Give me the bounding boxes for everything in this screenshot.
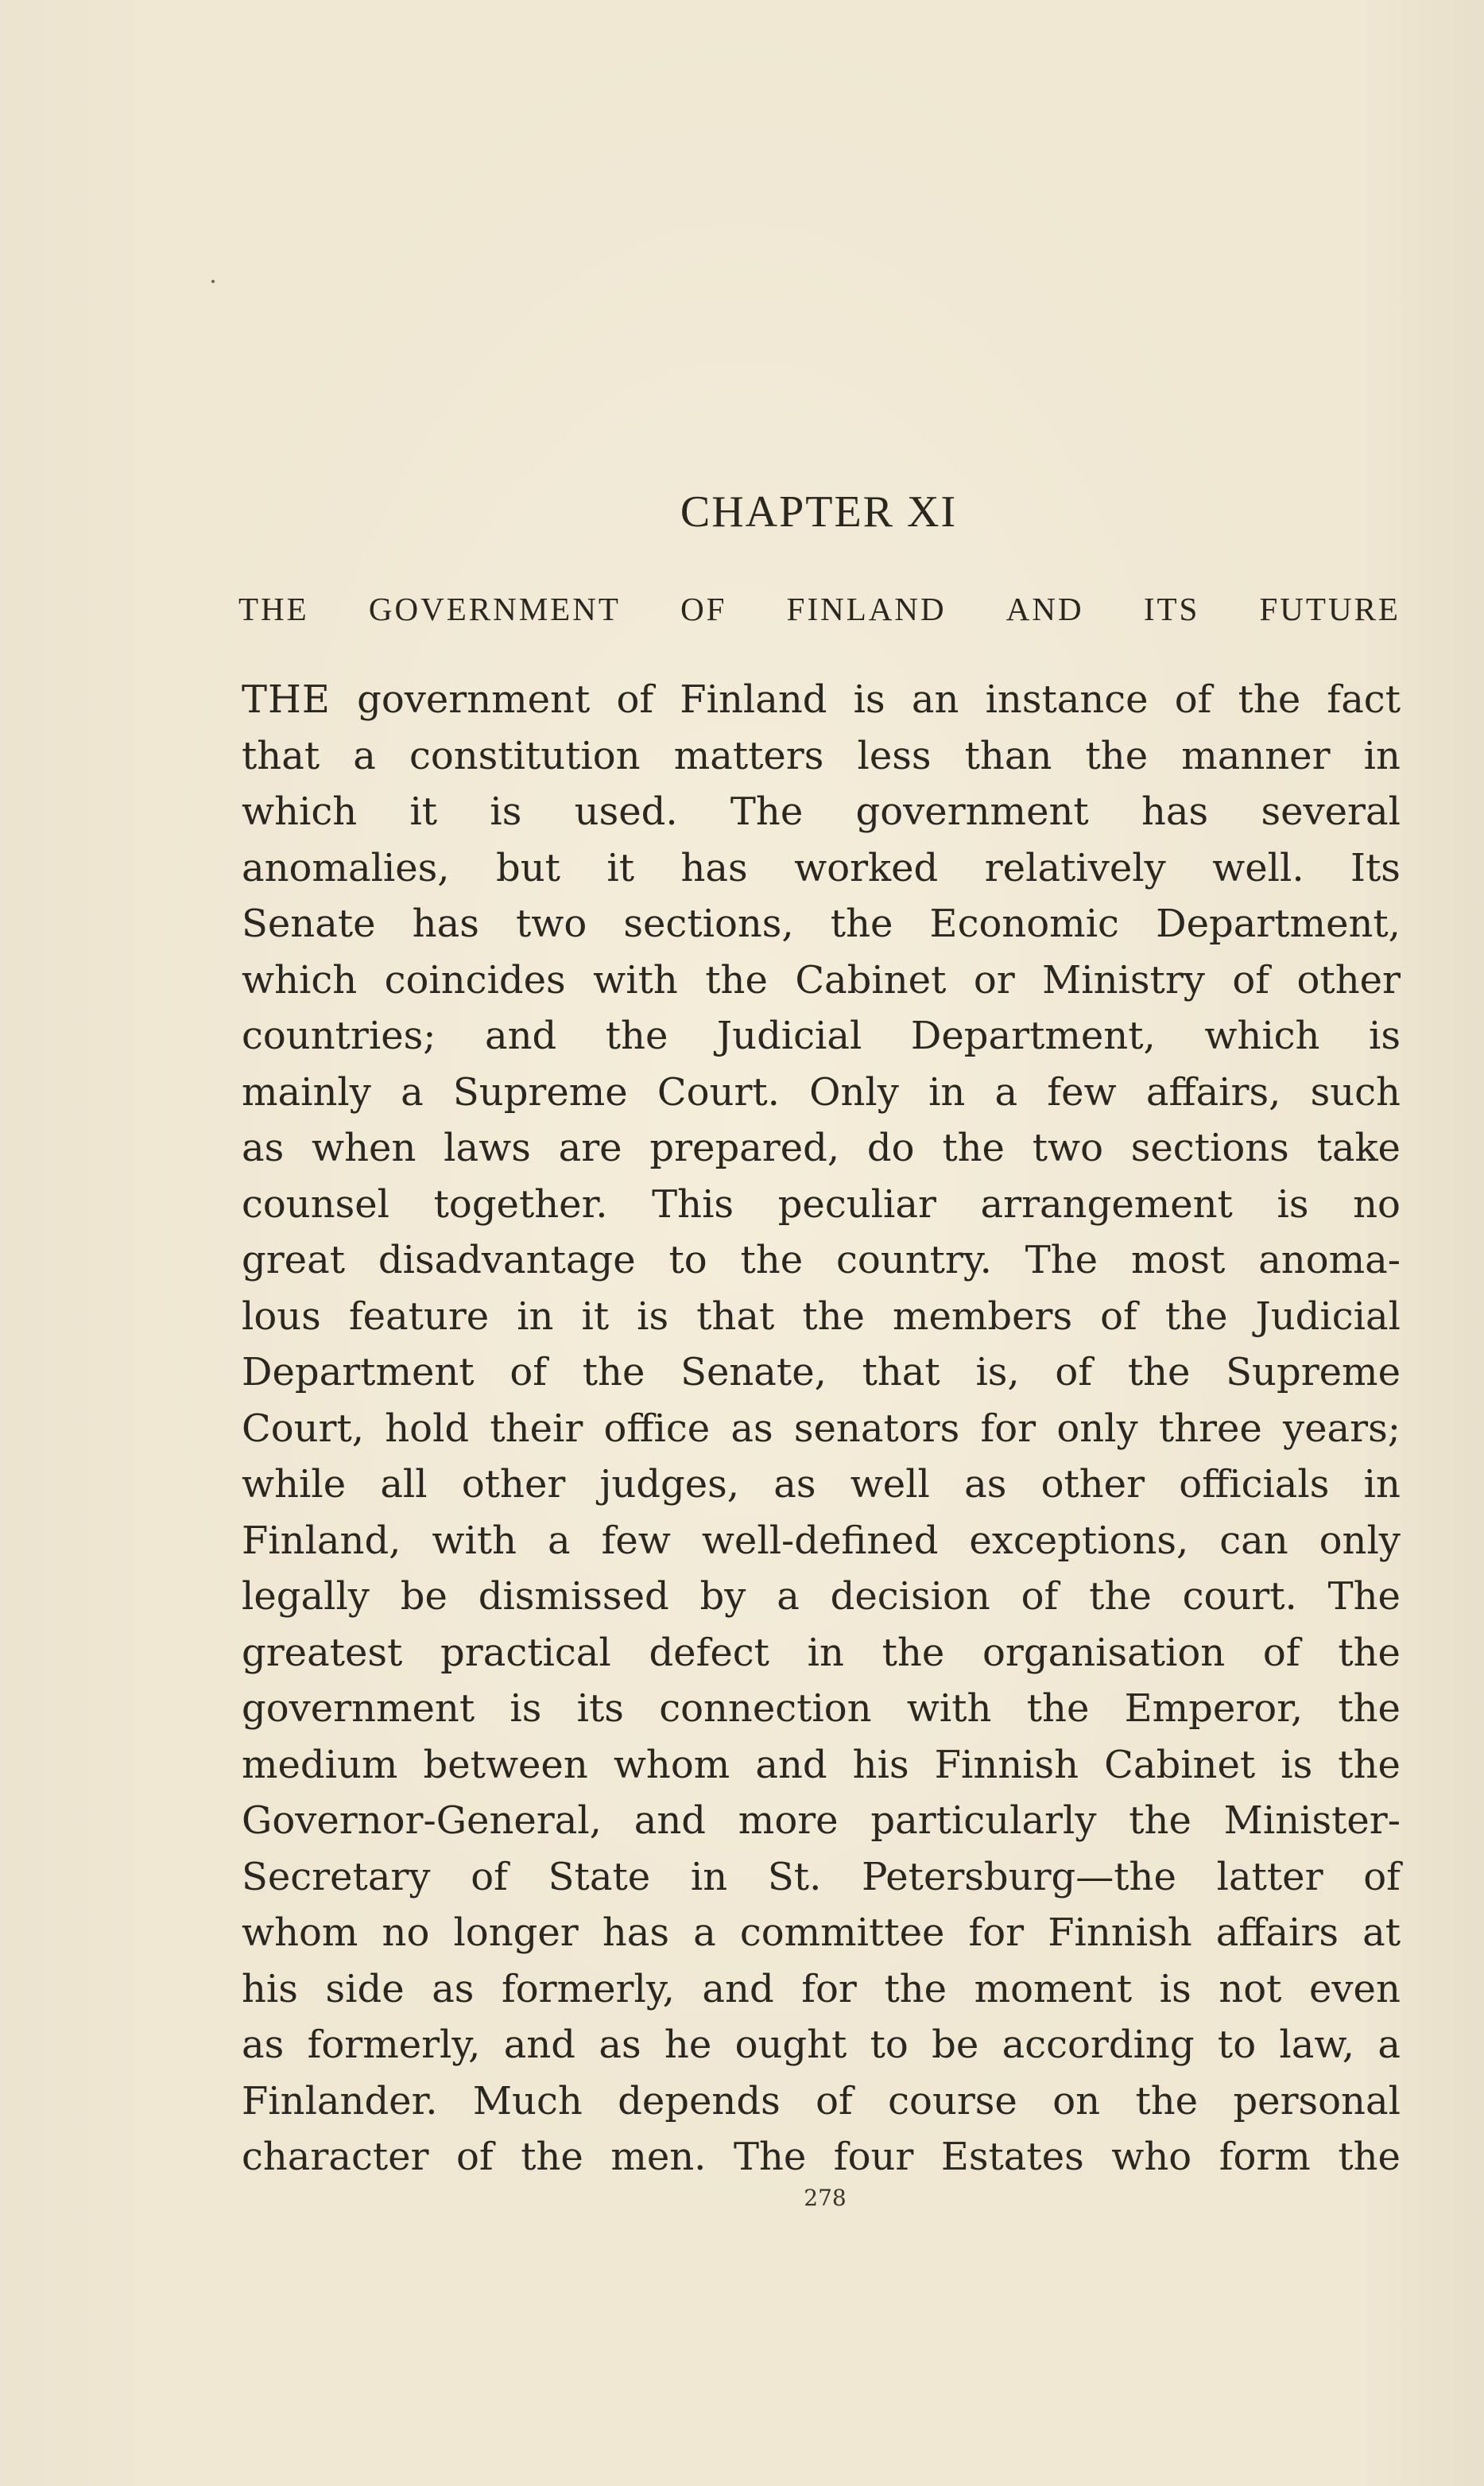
word: of <box>510 1350 547 1394</box>
word: counsel <box>242 1181 389 1227</box>
word: the <box>1338 2135 1401 2179</box>
word: prepared, <box>649 1126 840 1170</box>
word: few <box>601 1518 671 1563</box>
text-line <box>242 1625 1401 1681</box>
word: take <box>1316 1126 1401 1170</box>
word: of <box>1055 1350 1093 1394</box>
word: in <box>1363 1462 1401 1507</box>
word: most <box>1130 1238 1226 1282</box>
word: of <box>1232 957 1270 1003</box>
word: is <box>510 1686 542 1731</box>
word: with <box>593 957 678 1003</box>
word: coincides <box>384 957 566 1003</box>
word: and <box>634 1798 706 1843</box>
word: well <box>850 1462 930 1507</box>
word: a <box>548 1518 571 1563</box>
word: THE <box>242 677 331 722</box>
word: medium <box>242 1742 398 1787</box>
word: instance <box>985 677 1149 722</box>
subtitle-word: THE <box>238 591 309 627</box>
word: great <box>242 1238 345 1282</box>
word: two <box>515 902 587 946</box>
word: of <box>616 677 654 722</box>
text-line <box>242 1961 1401 2018</box>
word: it <box>606 845 635 890</box>
word: while <box>242 1462 347 1507</box>
word: the <box>1338 1742 1401 1787</box>
word: Cabinet <box>1104 1742 1256 1787</box>
word: latter <box>1216 1854 1323 1899</box>
word: two <box>1032 1126 1103 1170</box>
word: other <box>1040 1462 1145 1507</box>
word: decision <box>830 1574 990 1619</box>
word: few <box>1047 1069 1117 1115</box>
text-line <box>242 1849 1401 1906</box>
word: This <box>652 1181 734 1227</box>
word: or <box>973 957 1015 1003</box>
word: the <box>1026 1686 1090 1731</box>
word: their <box>490 1406 583 1451</box>
word: and <box>484 1014 557 1058</box>
word: the <box>942 1126 1005 1170</box>
word: in <box>690 1854 728 1899</box>
word: a <box>353 733 376 778</box>
word: Department, <box>910 1014 1156 1058</box>
word: anomalies, <box>242 845 450 890</box>
text-line <box>242 1513 1401 1569</box>
text-line <box>242 1232 1401 1289</box>
word: organisation <box>982 1630 1226 1675</box>
word: be <box>400 1574 448 1619</box>
word: which <box>1204 1014 1320 1058</box>
word: Finnish <box>934 1742 1079 1787</box>
word: arrangement <box>980 1181 1233 1227</box>
word: The <box>733 2135 807 2179</box>
word: of <box>471 1854 508 1899</box>
word: is <box>1159 1966 1191 2011</box>
word: his <box>852 1742 909 1787</box>
word: can <box>1219 1518 1288 1563</box>
word: that <box>242 733 320 778</box>
word: in <box>517 1293 554 1339</box>
word: the <box>1129 1798 1191 1843</box>
word: on <box>1052 2078 1101 2123</box>
word: Finland, <box>242 1518 401 1563</box>
word: whom <box>613 1742 730 1787</box>
word: Secretary <box>242 1854 431 1899</box>
text-line <box>242 1737 1401 1794</box>
text-line <box>242 1681 1401 1737</box>
chapter-subtitle <box>238 590 1401 628</box>
word: peculiar <box>777 1181 936 1227</box>
word: judges, <box>599 1462 740 1507</box>
word: as <box>773 1462 816 1507</box>
word: dismissed <box>478 1574 669 1619</box>
word: St. <box>767 1854 822 1899</box>
word: the <box>582 1350 645 1394</box>
subtitle-word: GOVERNMENT <box>368 591 621 627</box>
word: The <box>1327 1574 1401 1619</box>
word: greatest <box>242 1630 403 1675</box>
word: constitution <box>409 733 641 778</box>
word: it <box>581 1293 610 1339</box>
word: in <box>807 1630 844 1675</box>
word: countries; <box>242 1014 436 1058</box>
word: personal <box>1233 2078 1401 2123</box>
word: Court. <box>657 1069 780 1115</box>
word: The <box>730 789 804 834</box>
word: as <box>964 1462 1007 1507</box>
text-line <box>242 1793 1401 1849</box>
word: affairs, <box>1145 1069 1281 1115</box>
word: and <box>755 1742 827 1787</box>
word: is <box>637 1293 669 1339</box>
word: in <box>1363 733 1401 778</box>
text-line <box>242 1008 1401 1065</box>
word: the <box>802 1293 865 1339</box>
word: moment <box>974 1966 1133 2011</box>
word: exceptions, <box>969 1518 1189 1563</box>
text-line <box>242 2073 1401 2130</box>
word: together. <box>433 1181 608 1227</box>
word: as <box>432 1966 475 2011</box>
word: senators <box>793 1406 960 1451</box>
word: less <box>857 733 932 778</box>
word: other <box>461 1462 566 1507</box>
word: more <box>738 1798 839 1843</box>
word: Finland <box>680 677 827 722</box>
word: Only <box>809 1069 899 1115</box>
text-line <box>242 784 1401 840</box>
word: manner <box>1181 733 1331 778</box>
word: with <box>906 1686 992 1731</box>
word: that <box>696 1293 775 1339</box>
word: formerly, <box>307 2023 481 2067</box>
word: are <box>558 1126 622 1170</box>
word: sections <box>1130 1126 1289 1170</box>
word: Emperor, <box>1124 1686 1304 1731</box>
word: committee <box>739 1910 945 1955</box>
word: and <box>503 2023 575 2067</box>
margin-speck <box>211 280 215 283</box>
word: the <box>1164 1293 1228 1339</box>
word: the <box>1135 2078 1199 2123</box>
word: Senate <box>242 902 376 946</box>
word: only <box>1056 1406 1138 1451</box>
word: hold <box>385 1406 470 1451</box>
word: to <box>1217 2023 1257 2067</box>
word: matters <box>673 733 824 778</box>
word: Economic <box>929 902 1119 946</box>
word: as <box>730 1406 773 1451</box>
text-line <box>242 1120 1401 1177</box>
word: well. <box>1212 845 1304 890</box>
word: even <box>1309 1966 1401 2011</box>
word: and <box>702 1966 774 2011</box>
word: practical <box>440 1630 611 1675</box>
word: when <box>312 1126 417 1170</box>
word: formerly, <box>502 1966 675 2011</box>
subtitle-word: ITS <box>1143 591 1200 627</box>
word: course <box>888 2078 1017 2123</box>
word: the <box>830 902 893 946</box>
word: of <box>816 2078 853 2123</box>
word: Its <box>1350 845 1401 890</box>
word: sections, <box>623 902 794 946</box>
word: Estates <box>940 2135 1084 2179</box>
word: well-defined <box>701 1518 939 1563</box>
word: Senate, <box>680 1350 827 1394</box>
word: officials <box>1179 1462 1330 1507</box>
word: Governor-General, <box>242 1798 602 1843</box>
chapter-heading: CHAPTER XI <box>680 487 958 537</box>
word: which <box>242 957 358 1003</box>
word: as <box>242 2023 285 2067</box>
text-line <box>242 1289 1401 1345</box>
word: whom <box>242 1910 358 1955</box>
word: the <box>1089 1574 1152 1619</box>
word: of <box>1262 1630 1300 1675</box>
word: to <box>668 1238 707 1282</box>
word: he <box>664 2023 712 2067</box>
subtitle-word: FINLAND <box>786 591 947 627</box>
word: Petersburg—the <box>862 1854 1176 1899</box>
word: as <box>242 1126 285 1170</box>
word: government <box>357 677 591 722</box>
word: the <box>884 1966 947 2011</box>
word: ought <box>734 2023 847 2067</box>
text-line <box>242 1344 1401 1401</box>
word: defect <box>649 1630 769 1675</box>
word: of <box>1174 677 1212 722</box>
word: the <box>1338 1686 1401 1731</box>
word: such <box>1310 1069 1401 1115</box>
text-line <box>242 1065 1401 1121</box>
page-number: 278 <box>804 2185 847 2211</box>
word: court. <box>1182 1574 1297 1619</box>
word: Department, <box>1156 902 1401 946</box>
word: be <box>932 2023 979 2067</box>
word: between <box>423 1742 588 1787</box>
word: government <box>855 789 1089 834</box>
word: of <box>1363 1854 1401 1899</box>
word: mainly <box>242 1069 371 1115</box>
word: the <box>605 1014 668 1058</box>
word: do <box>866 1126 915 1170</box>
word: has <box>680 845 748 890</box>
word: no <box>382 1910 430 1955</box>
text-line <box>242 2017 1401 2073</box>
word: Cabinet <box>795 957 947 1003</box>
word: feature <box>348 1293 490 1339</box>
text-line <box>242 1456 1401 1513</box>
word: as <box>599 2023 641 2067</box>
word: disadvantage <box>378 1238 636 1282</box>
text-line <box>242 1401 1401 1457</box>
word: Minister- <box>1223 1798 1401 1843</box>
word: legally <box>242 1574 370 1619</box>
word: of <box>1021 1574 1059 1619</box>
word: has <box>602 1910 669 1955</box>
word: The <box>1025 1238 1098 1282</box>
word: has <box>412 902 479 946</box>
word: side <box>325 1966 405 2011</box>
word: all <box>380 1462 428 1507</box>
word: who <box>1111 2135 1192 2179</box>
word: lous <box>242 1293 321 1339</box>
word: the <box>705 957 768 1003</box>
word: but <box>496 845 560 890</box>
body-paragraph <box>242 672 1401 2185</box>
word: fact <box>1327 677 1401 722</box>
word: the <box>1127 1350 1191 1394</box>
text-line <box>242 896 1401 952</box>
word: the <box>1238 677 1301 722</box>
word: Judicial <box>1255 1293 1401 1339</box>
word: of <box>1100 1293 1137 1339</box>
word: is <box>1281 1742 1313 1787</box>
word: a <box>1377 2023 1401 2067</box>
word: Supreme <box>452 1069 628 1115</box>
word: the <box>521 2135 583 2179</box>
word: State <box>548 1854 651 1899</box>
word: the <box>1338 1630 1401 1675</box>
word: no <box>1353 1181 1401 1227</box>
word: character <box>242 2135 429 2179</box>
word: its <box>576 1686 624 1731</box>
text-line <box>242 952 1401 1009</box>
word: four <box>833 2135 914 2179</box>
word: only <box>1319 1518 1401 1563</box>
word: men. <box>610 2135 707 2179</box>
subtitle-word: OF <box>680 591 727 627</box>
word: relatively <box>984 845 1166 890</box>
word: office <box>603 1406 711 1451</box>
word: country. <box>836 1238 992 1282</box>
word: is, <box>975 1350 1020 1394</box>
word: which <box>242 789 358 834</box>
subtitle-word: AND <box>1005 591 1084 627</box>
word: it <box>409 789 438 834</box>
word: to <box>870 2023 909 2067</box>
text-line <box>242 840 1401 897</box>
word: government <box>242 1686 475 1731</box>
word: longer <box>453 1910 579 1955</box>
word: used. <box>574 789 678 834</box>
word: a <box>777 1574 800 1619</box>
word: the <box>881 1630 945 1675</box>
word: the <box>740 1238 804 1282</box>
word: members <box>892 1293 1073 1339</box>
word: is <box>1369 1014 1401 1058</box>
text-line <box>242 1569 1401 1625</box>
word: is <box>853 677 885 722</box>
word: not <box>1219 1966 1282 2011</box>
word: a <box>693 1910 716 1955</box>
word: Finlander. <box>242 2078 438 2123</box>
word: Finnish <box>1048 1910 1192 1955</box>
text-line <box>242 1905 1401 1961</box>
word: Department <box>242 1350 475 1394</box>
text-line <box>242 2129 1401 2185</box>
text-line <box>242 672 1401 728</box>
word: for <box>968 1910 1025 1955</box>
word: Court, <box>242 1406 365 1451</box>
word: years; <box>1283 1406 1401 1451</box>
word: according <box>1002 2023 1195 2067</box>
word: a <box>401 1069 424 1115</box>
word: than <box>964 733 1052 778</box>
word: his <box>242 1966 298 2011</box>
word: of <box>456 2135 494 2179</box>
text-line <box>242 1177 1401 1233</box>
word: depends <box>618 2078 781 2123</box>
word: anoma- <box>1258 1238 1401 1282</box>
text-line <box>242 728 1401 785</box>
word: connection <box>659 1686 872 1731</box>
word: with <box>432 1518 517 1563</box>
word: for <box>980 1406 1036 1451</box>
word: laws <box>444 1126 531 1170</box>
word: for <box>801 1966 857 2011</box>
word: has <box>1141 789 1209 834</box>
word: Supreme <box>1226 1350 1401 1394</box>
word: Judicial <box>716 1014 862 1058</box>
word: a <box>994 1069 1018 1115</box>
word: law, <box>1279 2023 1355 2067</box>
word: at <box>1362 1910 1401 1955</box>
word: is <box>1277 1181 1309 1227</box>
word: other <box>1296 957 1401 1003</box>
word: worked <box>794 845 939 890</box>
subtitle-word: FUTURE <box>1259 591 1401 627</box>
word: Much <box>472 2078 583 2123</box>
word: affairs <box>1215 1910 1339 1955</box>
word: Ministry <box>1042 957 1205 1003</box>
word: an <box>911 677 959 722</box>
word: three <box>1158 1406 1262 1451</box>
word: by <box>699 1574 746 1619</box>
word: in <box>928 1069 966 1115</box>
word: form <box>1219 2135 1311 2179</box>
word: particularly <box>870 1798 1097 1843</box>
word: the <box>1085 733 1149 778</box>
word: that <box>862 1350 940 1394</box>
word: several <box>1261 789 1401 834</box>
word: is <box>490 789 522 834</box>
